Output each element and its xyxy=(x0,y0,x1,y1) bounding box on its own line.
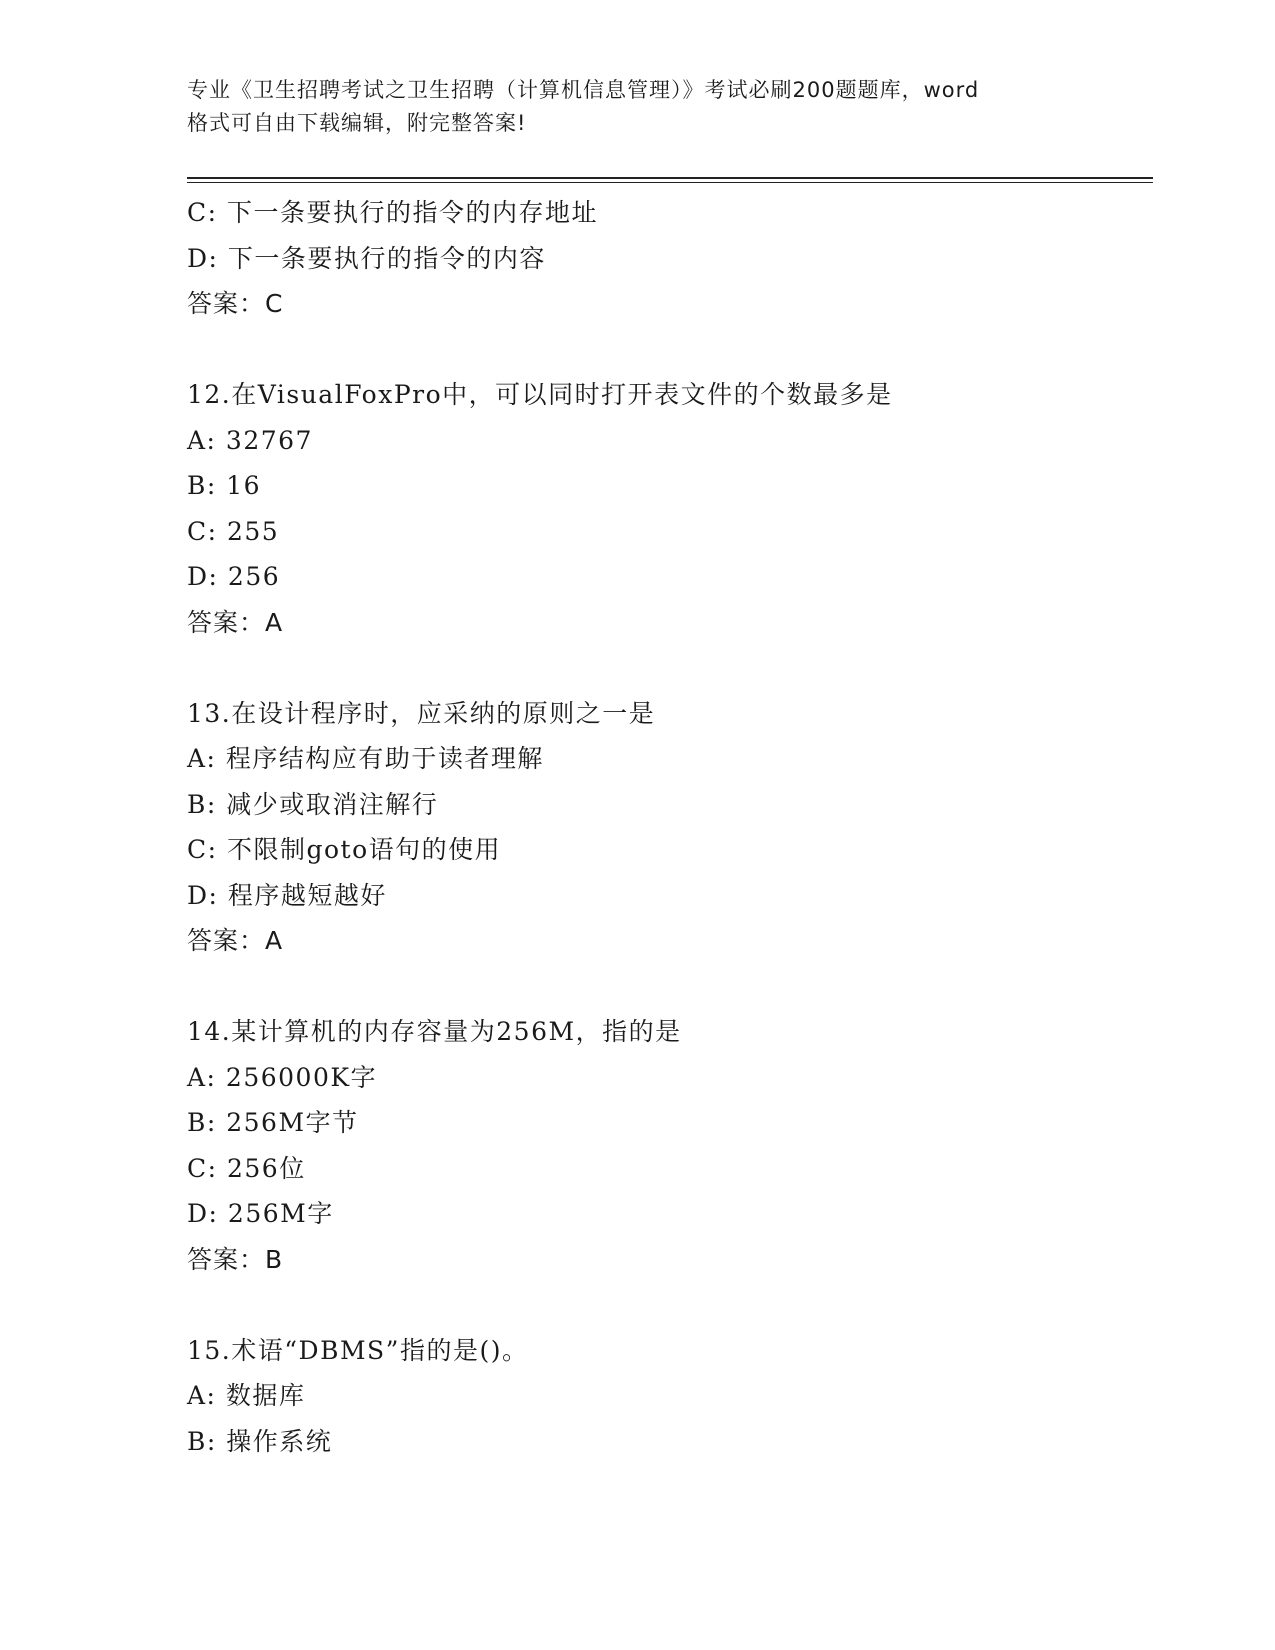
block-spacer xyxy=(187,1282,1147,1328)
option-b: B: 256M字节 xyxy=(187,1108,359,1137)
question-list xyxy=(187,190,1147,1464)
option-a: A: 256000K字 xyxy=(187,1062,378,1092)
header-line-2: 格式可自由下载编辑，附完整答案! xyxy=(187,111,527,135)
option-d: D: 256 xyxy=(187,562,281,591)
block-spacer xyxy=(187,645,1147,691)
option-a: A: 数据库 xyxy=(187,1381,306,1410)
question-block-14 xyxy=(187,1009,1147,1282)
question-block-12 xyxy=(187,372,1147,645)
option-a: A: 32767 xyxy=(187,425,313,455)
option-b: B: 减少或取消注解行 xyxy=(187,789,439,819)
block-spacer xyxy=(187,964,1147,1010)
option-d: D: 下一条要执行的指令的内容 xyxy=(187,243,546,273)
option-b: B: 16 xyxy=(187,471,262,500)
answer-line: 答案：C xyxy=(187,289,284,318)
option-a: A: 程序结构应有助于读者理解 xyxy=(187,744,544,773)
question-title: 15.术语“DBMS”指的是()。 xyxy=(187,1335,529,1365)
option-d: D: 程序越短越好 xyxy=(187,880,387,910)
header-divider-thin xyxy=(187,182,1153,183)
question-title: 14.某计算机的内存容量为256M，指的是 xyxy=(187,1017,682,1046)
question-title: 13.在设计程序时，应采纳的原则之一是 xyxy=(187,698,656,728)
option-d: D: 256M字 xyxy=(187,1199,334,1228)
option-c: C: 255 xyxy=(187,516,280,546)
option-c: C: 256位 xyxy=(187,1153,306,1183)
question-block-11 xyxy=(187,190,1147,327)
header-line-1: 专业《卫生招聘考试之卫生招聘（计算机信息管理）》考试必刷200题题库，word xyxy=(187,78,980,102)
header-divider-thick xyxy=(187,177,1153,179)
block-spacer xyxy=(187,327,1147,373)
question-block-13 xyxy=(187,691,1147,964)
option-c: C: 不限制goto语句的使用 xyxy=(187,835,502,864)
option-b: B: 操作系统 xyxy=(187,1426,333,1456)
option-c: C: 下一条要执行的指令的内存地址 xyxy=(187,198,598,227)
answer-line: 答案：B xyxy=(187,1244,284,1274)
answer-line: 答案：A xyxy=(187,926,284,955)
document-header xyxy=(187,74,1107,140)
question-block-15 xyxy=(187,1328,1147,1465)
question-title: 12.在VisualFoxPro中，可以同时打开表文件的个数最多是 xyxy=(187,380,893,409)
answer-line: 答案：A xyxy=(187,607,284,637)
